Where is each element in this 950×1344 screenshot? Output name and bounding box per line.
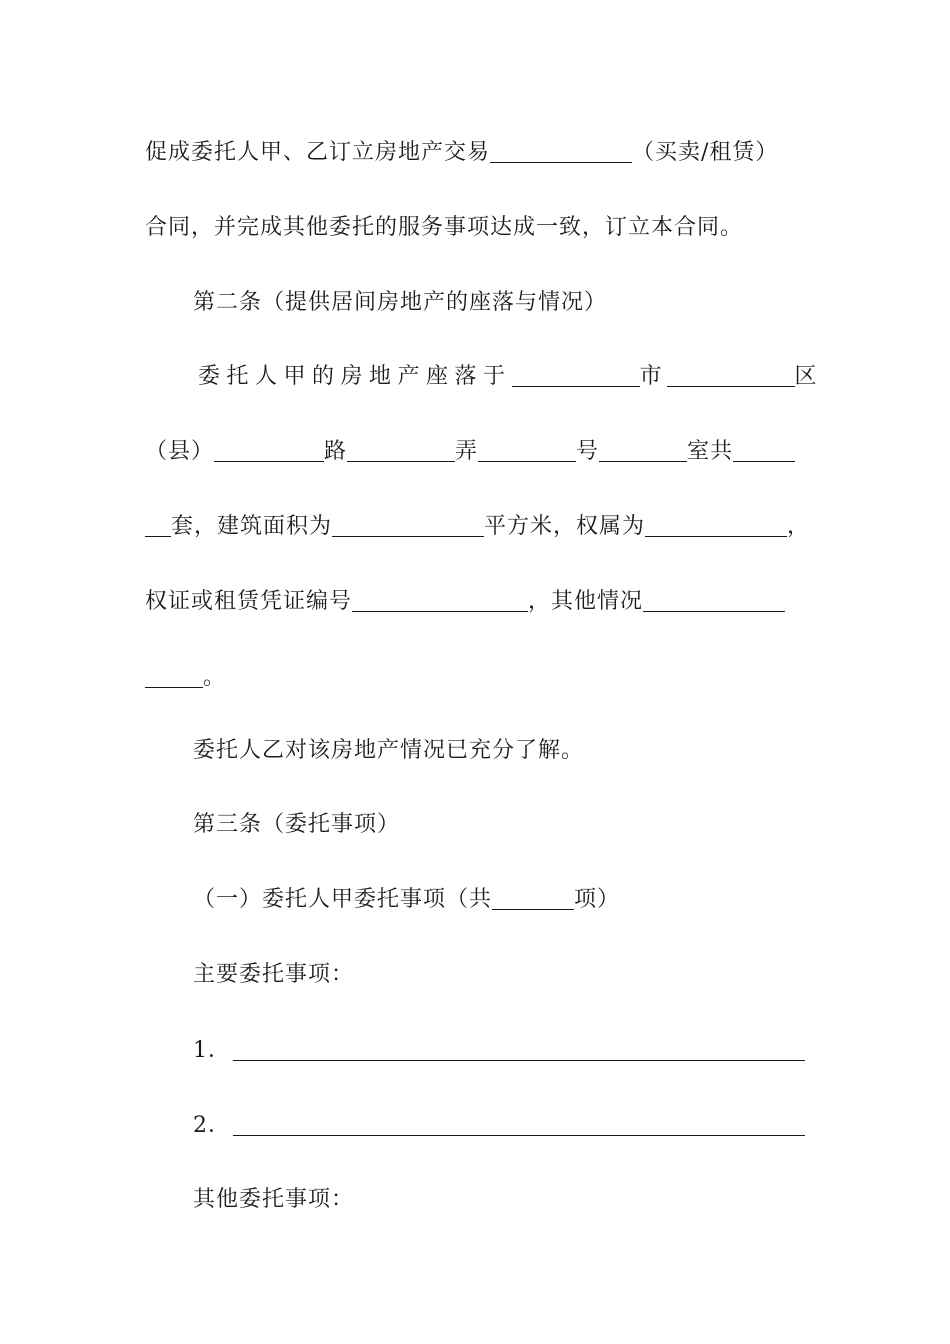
main-item-1: 1． [193, 1031, 873, 1071]
district-blank [667, 362, 795, 387]
text-line-item-count: （一）委托人甲委托事项（共 项） [193, 887, 621, 912]
unit-count-blank-cont [145, 512, 171, 537]
text-line-location: 委托人甲的房地产座落于 市 区 [198, 364, 818, 389]
other-conditions-blank [643, 587, 785, 612]
other-items-label: 其他委托事项： [193, 1187, 355, 1212]
number-blank [478, 437, 576, 462]
text-line-area: 套，建筑面积为 平方米，权属为 ， [145, 507, 825, 547]
main-item-2-blank [233, 1111, 805, 1136]
building-area-blank [332, 512, 484, 537]
certificate-number-blank [352, 587, 528, 612]
main-item-1-blank [233, 1036, 805, 1061]
text-line-other-end: 。 [145, 658, 825, 698]
road-blank [214, 437, 324, 462]
text-line-contract: 合同，并完成其他委托的服务事项达成一致，订立本合同。 [145, 215, 744, 240]
lane-blank [347, 437, 455, 462]
text-line-transaction: 促成委托人甲、乙订立房地产交易 （买卖/租赁） [145, 140, 779, 165]
item-count-blank [492, 885, 574, 910]
article-3-title: 第三条（委托事项） [193, 812, 401, 837]
ownership-blank [645, 512, 787, 537]
room-blank [599, 437, 687, 462]
article-2-title: 第二条（提供居间房地产的座落与情况） [193, 290, 608, 315]
unit-count-blank [733, 437, 795, 462]
main-items-label: 主要委托事项： [193, 962, 355, 987]
city-blank [512, 362, 640, 387]
text-line-acknowledged: 委托人乙对该房地产情况已充分了解。 [193, 738, 585, 763]
other-conditions-blank-cont [145, 663, 203, 688]
transaction-type-blank [490, 138, 632, 163]
text-line-certificate: 权证或租赁凭证编号 ，其他情况 [145, 582, 825, 622]
main-item-2: 2． [193, 1106, 873, 1146]
text-line-address: （县） 路 弄 号 室共 [145, 432, 825, 472]
